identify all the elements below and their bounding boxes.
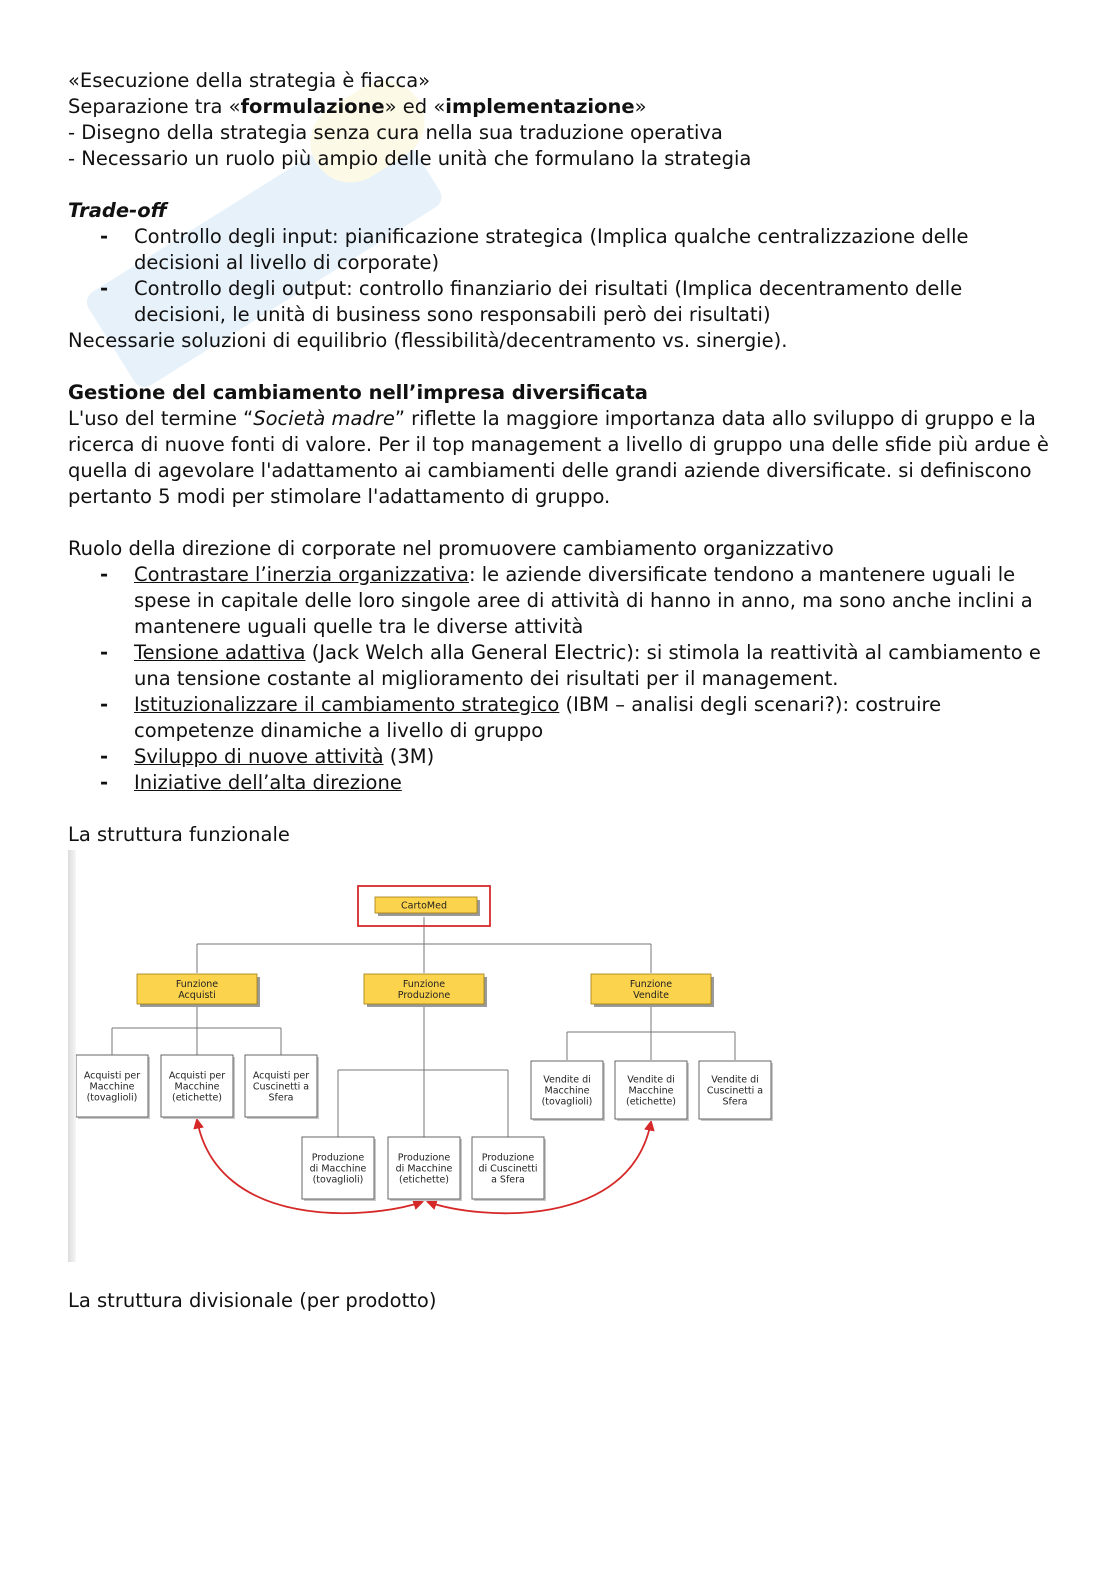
- node-label: Macchine: [544, 1085, 590, 1097]
- node-label: (tovaglioli): [312, 1174, 364, 1186]
- bullet-disegno: - Disegno della strategia senza cura nella sua traduzione operativa: [68, 121, 723, 144]
- node-label: (etichette): [625, 1096, 677, 1108]
- node-label: Vendite di: [627, 1074, 675, 1086]
- node-label: Macchine: [628, 1085, 674, 1097]
- acquisti-node: [76, 1055, 150, 1119]
- tradeoff-list: [68, 224, 1058, 328]
- function-node: [591, 974, 714, 1007]
- node-label: a Sfera: [491, 1174, 525, 1186]
- list-item: - Tensione adattiva (Jack Welch alla General Electric): si stimola la reattività al cambiamento e una tensione costante al miglioramento dei risultati per il management.: [68, 640, 1058, 692]
- node-label: Acquisti per: [83, 1070, 141, 1082]
- node-label: di Cuscinetti: [478, 1163, 538, 1175]
- bullet-ruolo: - Necessario un ruolo più ampio delle unità che formulano la strategia: [68, 147, 752, 170]
- node-label: Macchine: [174, 1081, 220, 1093]
- separation-line: Separazione tra «formulazione» ed «implementazione»: [68, 95, 647, 118]
- role-list: [68, 562, 1058, 796]
- node-label: Sfera: [722, 1096, 748, 1108]
- node-label: Produzione: [397, 989, 451, 1001]
- produzione-node: [388, 1137, 462, 1201]
- produzione-node: [302, 1137, 376, 1201]
- vendite-node: [699, 1061, 773, 1121]
- node-label: Cuscinetti a: [252, 1081, 310, 1093]
- list-item: - Istituzionalizzare il cambiamento strategico (IBM – analisi degli scenari?): costruire competenze dinamiche a livello di gruppo: [68, 692, 1058, 744]
- quote-line: «Esecuzione della strategia è fiacca»: [68, 69, 431, 92]
- acquisti-node: [245, 1055, 319, 1119]
- node-label: di Macchine: [395, 1163, 453, 1175]
- list-item: - Sviluppo di nuove attività (3M): [68, 744, 1058, 770]
- org-chart-svg: [68, 850, 778, 1262]
- node-label: di Macchine: [309, 1163, 367, 1175]
- node-label: Vendite di: [711, 1074, 759, 1086]
- role-intro: Ruolo della direzione di corporate nel promuovere cambiamento organizzativo: [68, 537, 834, 560]
- node-label: Funzione: [402, 978, 446, 990]
- tradeoff-conclusion: Necessarie soluzioni di equilibrio (flessibilità/decentramento vs. sinergie).: [68, 329, 788, 352]
- node-label: Produzione: [481, 1152, 535, 1164]
- acquisti-node: [161, 1055, 235, 1119]
- node-label: Produzione: [397, 1152, 451, 1164]
- node-label: (etichette): [171, 1092, 223, 1104]
- vendite-node: [531, 1061, 605, 1121]
- change-paragraph: L'uso del termine “Società madre” riflette la maggiore importanza data allo sviluppo di gruppo e la ricerca di nuove fonti di valore. Per il top management a livello di gruppo una delle sfide più ardue è quella di agevolare l'adattamento ai cambiamenti delle grandi aziende diversificate. si definiscono pertanto 5 modi per stimolare l'adattamento di gruppo.: [68, 407, 1049, 508]
- node-label: Acquisti per: [252, 1070, 310, 1082]
- node-label: Sfera: [268, 1092, 294, 1104]
- node-label: CartoMed: [401, 900, 447, 912]
- node-label: Produzione: [311, 1152, 365, 1164]
- change-heading: Gestione del cambiamento nell’impresa diversificata: [68, 381, 648, 404]
- list-item: - Contrastare l’inerzia organizzativa: le aziende diversificate tendono a mantenere uguali le spese in capitale delle loro singole aree di attività di hanno in anno, ma sono anche inclini a mantenere uguali quelle tra le diverse attività: [68, 562, 1058, 640]
- node-label: Vendite di: [543, 1074, 591, 1086]
- node-label: Acquisti: [178, 989, 216, 1001]
- tradeoff-heading: Trade-off: [68, 199, 167, 222]
- node-label: (etichette): [398, 1174, 450, 1186]
- divisional-structure-title: La struttura divisionale (per prodotto): [68, 1289, 437, 1312]
- function-node: [364, 974, 487, 1007]
- produzione-node: [472, 1137, 546, 1201]
- node-label: Cuscinetti a: [706, 1085, 764, 1097]
- node-label: (tovaglioli): [86, 1092, 138, 1104]
- node-label: Funzione: [175, 978, 219, 990]
- list-item: - Iniziative dell’alta direzione: [68, 770, 1058, 796]
- vendite-node: [615, 1061, 689, 1121]
- org-chart: [68, 850, 778, 1262]
- node-label: Vendite: [633, 989, 669, 1001]
- node-label: Macchine: [89, 1081, 135, 1093]
- node-label: Acquisti per: [168, 1070, 226, 1082]
- functional-structure-title: La struttura funzionale: [68, 823, 290, 846]
- list-item: - Controllo degli output: controllo finanziario dei risultati (Implica decentramento delle decisioni, le unità di business sono responsabili però dei risultati): [68, 276, 1058, 328]
- function-node: [137, 974, 260, 1007]
- list-item: - Controllo degli input: pianificazione strategica (Implica qualche centralizzazione delle decisioni al livello di corporate): [68, 224, 1058, 276]
- node-label: (tovaglioli): [541, 1096, 593, 1108]
- node-label: Funzione: [629, 978, 673, 990]
